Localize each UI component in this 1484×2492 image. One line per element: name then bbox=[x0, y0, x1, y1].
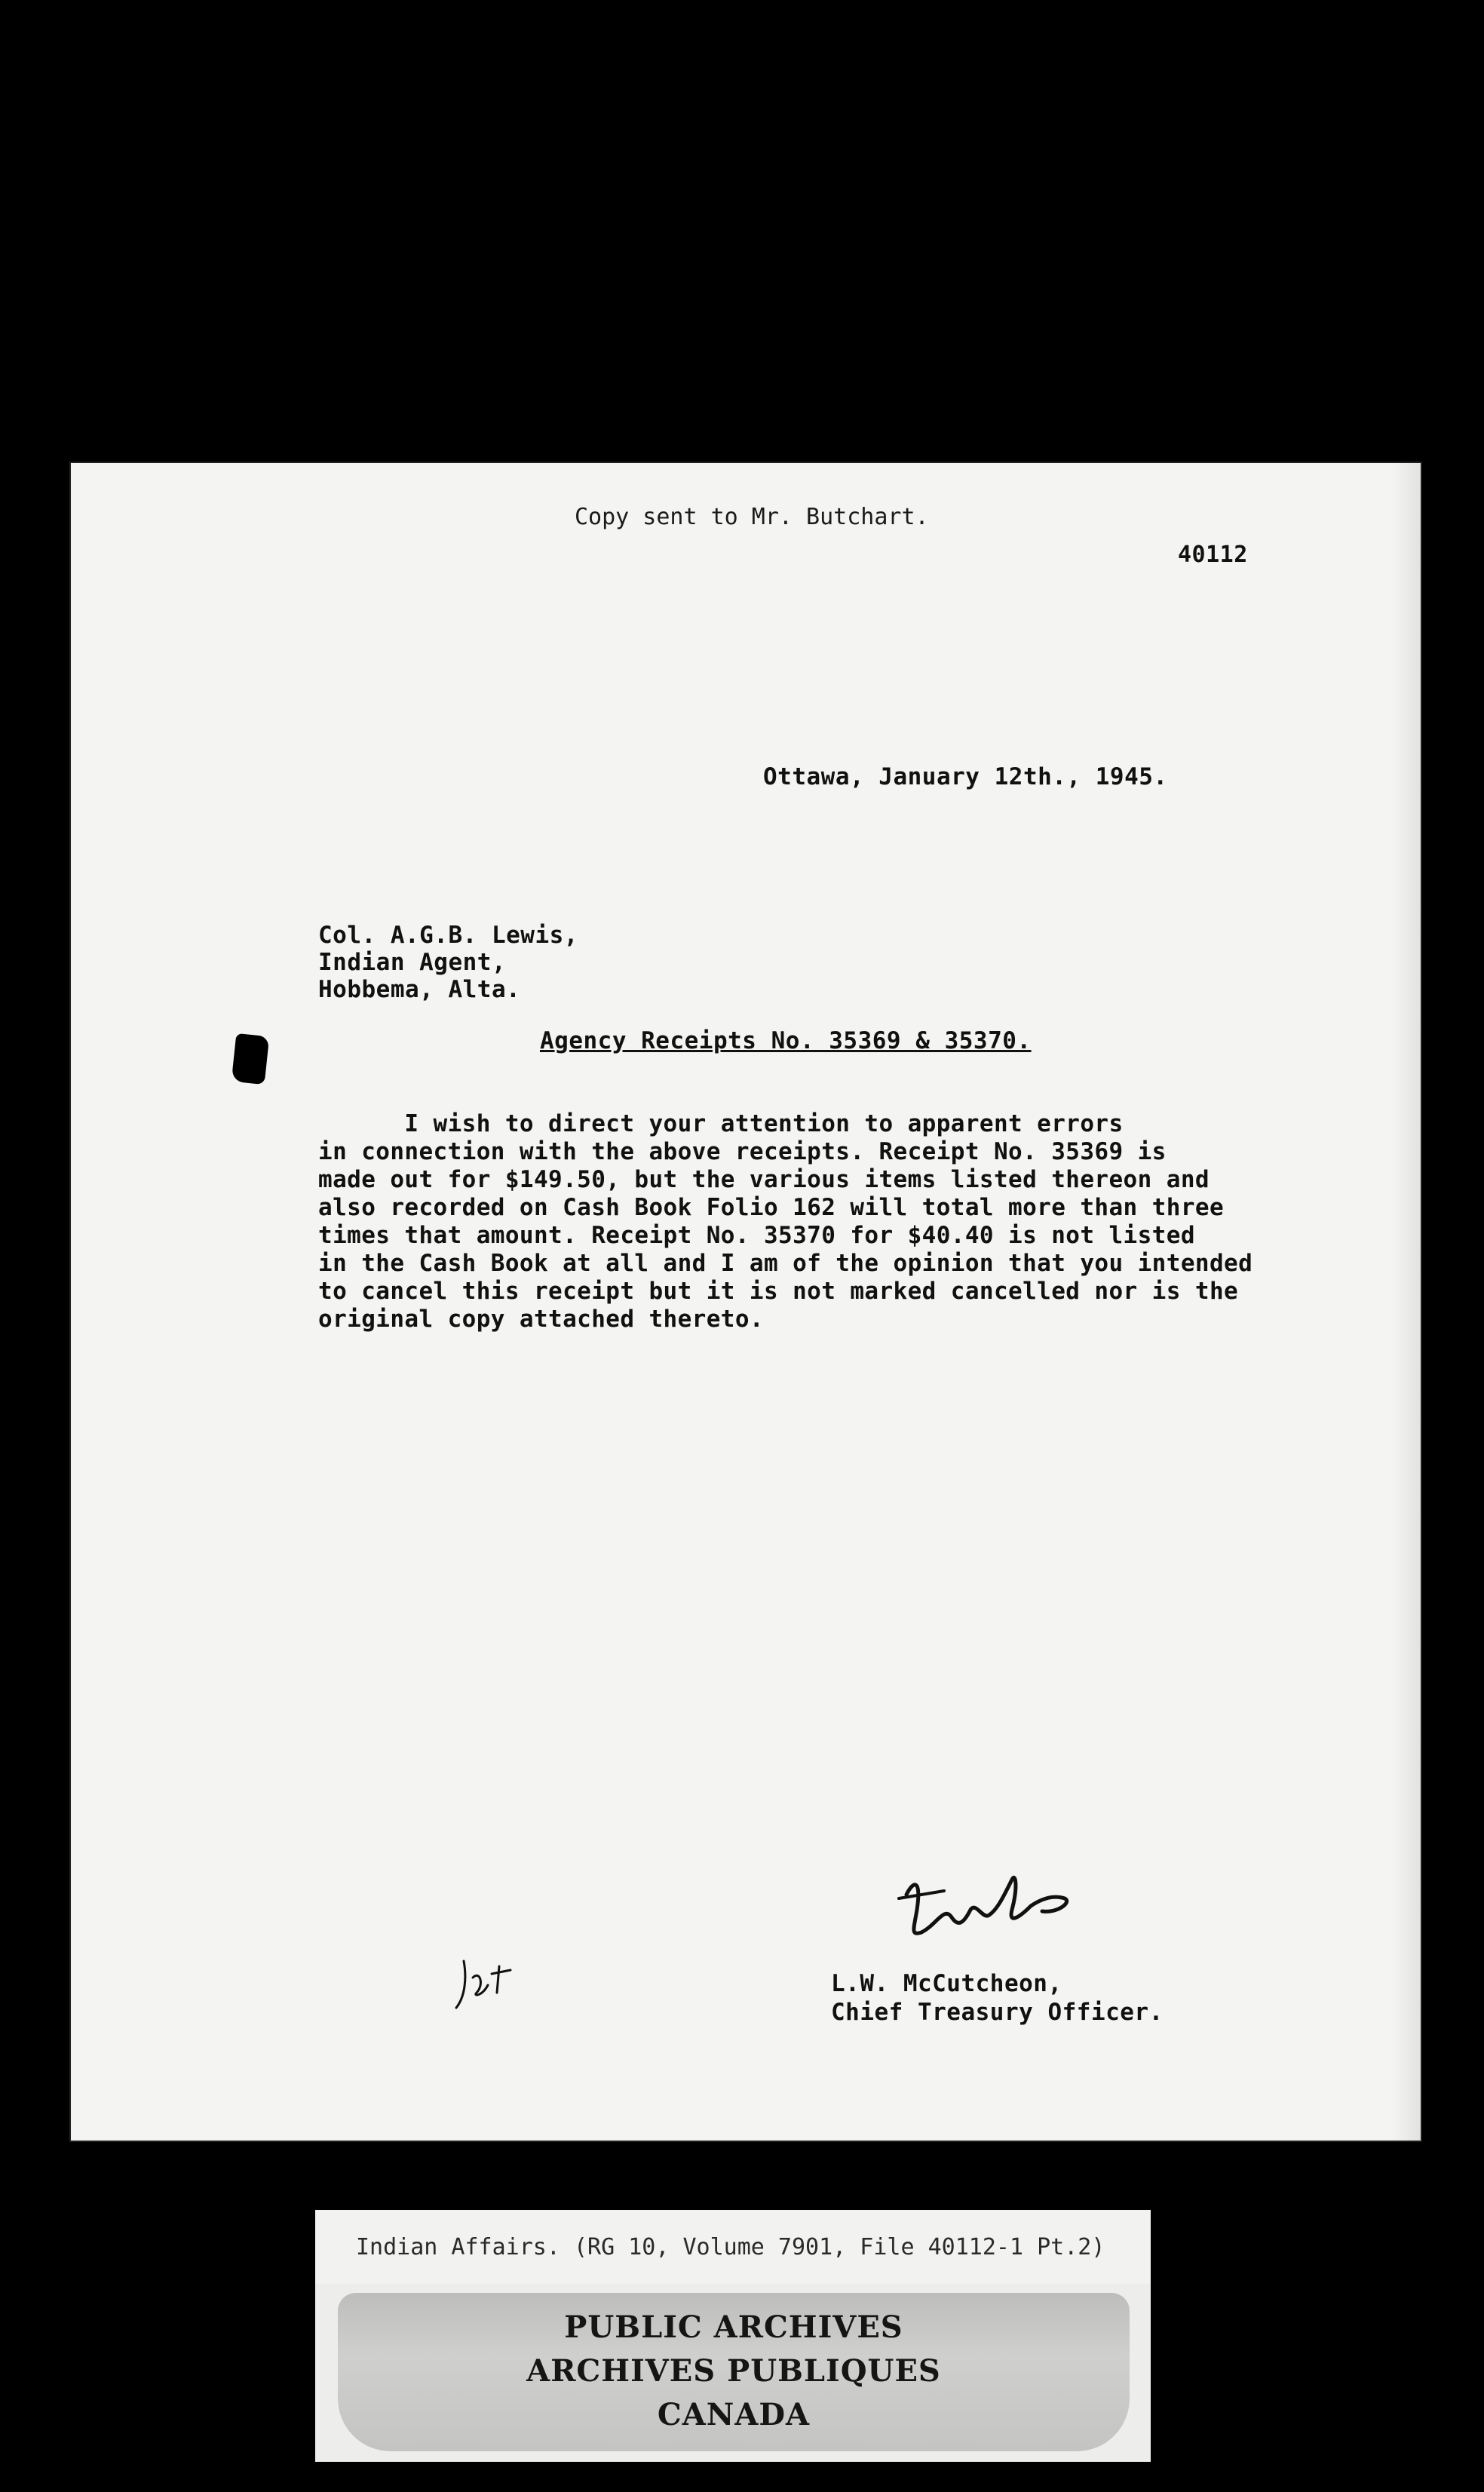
body-line: in the Cash Book at all and I am of the opinion that you intended bbox=[318, 1250, 1253, 1277]
signatory-title: Chief Treasury Officer. bbox=[831, 1999, 1164, 2026]
punch-hole-mark bbox=[231, 1033, 269, 1085]
subject-line: Agency Receipts No. 35369 & 35370. bbox=[540, 1027, 1032, 1054]
body-line: made out for $149.50, but the various items listed thereon and bbox=[318, 1166, 1210, 1193]
body-line: original copy attached thereto. bbox=[318, 1306, 764, 1333]
recipient-line-3: Hobbema, Alta. bbox=[318, 976, 521, 1003]
archive-reference: Indian Affairs. (RG 10, Volume 7901, File 40112-1 Pt.2) bbox=[356, 2234, 1105, 2260]
stamp-line-2: ARCHIVES PUBLIQUES bbox=[526, 2353, 941, 2389]
body-line: times that amount. Receipt No. 35370 for $40.40 is not listed bbox=[318, 1222, 1195, 1249]
signatory-name: L.W. McCutcheon, bbox=[831, 1970, 1062, 1997]
copy-note: Copy sent to Mr. Butchart. bbox=[575, 504, 929, 530]
date-line: Ottawa, January 12th., 1945. bbox=[763, 763, 1168, 790]
file-number: 40112 bbox=[1178, 542, 1248, 568]
letter-page bbox=[69, 462, 1422, 2142]
archive-label bbox=[315, 2210, 1151, 2462]
body-line: to cancel this receipt but it is not marked cancelled nor is the bbox=[318, 1278, 1239, 1305]
handwritten-initials bbox=[450, 1955, 518, 2015]
body-line: also recorded on Cash Book Folio 162 will total more than three bbox=[318, 1194, 1225, 1221]
archive-reference-strip bbox=[315, 2210, 1151, 2284]
recipient-line-1: Col. A.G.B. Lewis, bbox=[318, 922, 578, 949]
body-line: I wish to direct your attention to apparent errors bbox=[318, 1110, 1124, 1137]
body-line: in connection with the above receipts. Receipt No. 35369 is bbox=[318, 1138, 1167, 1165]
stamp-line-3: CANADA bbox=[657, 2397, 811, 2432]
archive-stamp bbox=[338, 2293, 1130, 2451]
stamp-line-1: PUBLIC ARCHIVES bbox=[564, 2309, 903, 2345]
handwritten-signature bbox=[891, 1864, 1102, 1955]
recipient-line-2: Indian Agent, bbox=[318, 949, 507, 976]
